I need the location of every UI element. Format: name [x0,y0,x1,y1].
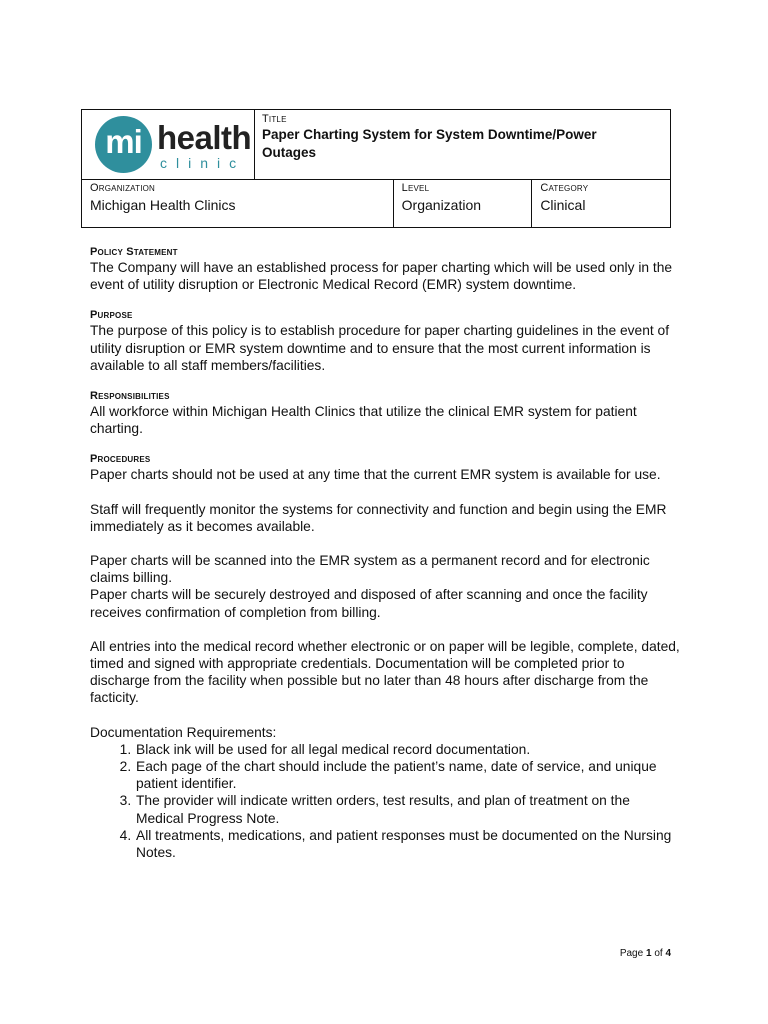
of-word: of [654,948,663,959]
responsibilities-heading: Responsibilities [90,390,170,403]
policy-body [90,246,680,861]
page-word: Page [619,948,644,959]
list-item: 2. Each page of the chart should include the patient’s name, date of service, and unique patient identifier. [135,758,680,792]
category-value: Clinical [540,197,586,213]
documentation-requirements-list [90,741,680,861]
policy-statement-heading: Policy Statement [90,246,178,258]
responsibilities-text: All workforce within Michigan Health Clinics that utilize the clinical EMR system for patient charting. [90,404,637,437]
level-value: Organization [401,197,482,213]
procedures-paragraph-1: Paper charts should not be used at any time that the current EMR system is available for use. [90,467,661,483]
title-label: Title [262,113,287,125]
level-label: Level [401,182,430,194]
procedures-paragraph-2: Staff will frequently monitor the systems for connectivity and function and begin using the EMR immediately as it becomes available. [90,501,667,534]
organization-cell [82,180,394,228]
header-table [81,109,671,228]
list-item: 4. All treatments, medications, and patient responses must be documented on the Nursing Notes. [135,827,680,861]
procedures-paragraph-3b: Paper charts will be securely destroyed and disposed of after scanning and once the facility receives confirmation of completion from billing. [90,587,648,620]
policy-statement-text: The Company will have an established process for paper charting which will be used only in the event of utility disruption or Electronic Medical Record (EMR) system downtime. [90,260,673,293]
category-cell [532,180,671,228]
purpose-text: The purpose of this policy is to establish procedure for paper charting guidelines in the event of utility disruption or EMR system downtime and to ensure that the most current information is available to all staff members/facilities. [90,323,670,373]
procedures-paragraph-3a: Paper charts will be scanned into the EMR system as a permanent record and for electronic claims billing. [90,553,650,586]
logo-health-text: health [157,119,252,156]
procedures-heading: Procedures [90,453,151,466]
organization-value: Michigan Health Clinics [90,197,236,213]
logo-clinic-text: clinic [160,155,246,171]
documentation-requirements-heading: Documentation Requirements: [90,724,277,740]
current-page: 1 [645,948,652,959]
procedures-paragraph-4: All entries into the medical record whether electronic or on paper will be legible, complete, dated, timed and signed with appropriate credentials. Documentation will be completed prior to discharge from the facility when possible but no later than 48 hours after discharge from the facticity. [90,638,680,706]
list-item: 3. The provider will indicate written orders, test results, and plan of treatment on the Medical Progress Note. [135,792,680,826]
purpose-heading: Purpose [90,309,133,322]
logo-cell [82,110,255,180]
logo-mi-circle: mi [95,116,152,173]
category-label: Category [540,182,589,194]
document-title: Paper Charting System for System Downtime/Power Outages [262,127,597,160]
list-item: 1. Black ink will be used for all legal medical record documentation. [135,741,680,758]
page-number [620,948,671,959]
organization-label: Organization [90,182,156,194]
title-cell [255,110,671,180]
total-pages: 4 [665,948,671,959]
level-cell [393,180,532,228]
